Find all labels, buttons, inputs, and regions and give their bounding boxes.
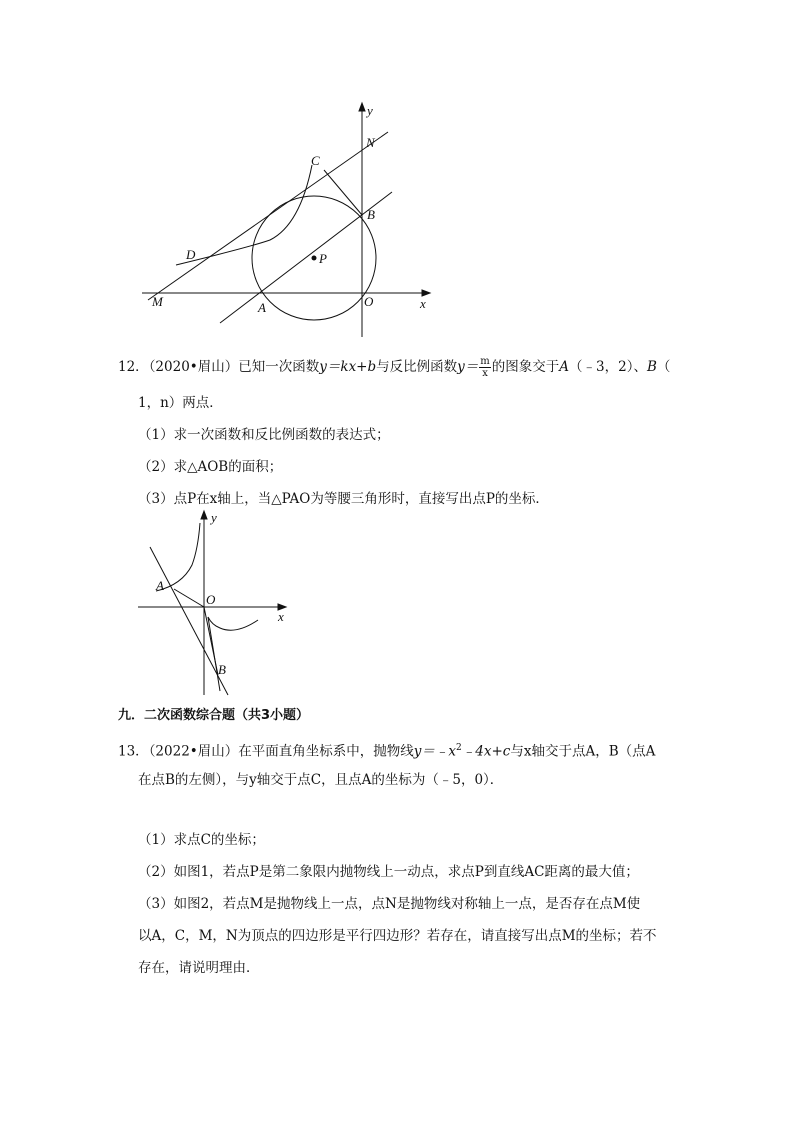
label-b: B xyxy=(218,662,226,677)
y-axis-arrow xyxy=(201,511,207,519)
figure-circle-tangents xyxy=(130,95,450,345)
fraction-m-over-x: $\frac{m}{x}$ xyxy=(480,356,490,379)
label-p: P xyxy=(319,251,327,266)
label-a: A xyxy=(258,300,266,315)
label-y: y xyxy=(367,103,373,118)
label-m: M xyxy=(152,294,163,309)
q13-part3-b: 以A，C，M，N为顶点的四边形是平行四边形？若存在，请直接写出点M的坐标；若不 xyxy=(138,928,657,944)
y-axis-arrow xyxy=(359,103,365,111)
label-x: x xyxy=(420,296,426,311)
line-mn xyxy=(148,132,388,300)
q13-line1: 13．（2022•眉山）在平面直角坐标系中，抛物线$y=﹣x^2﹣4x+c$与x轴交于点A，B（点A xyxy=(118,743,656,760)
segment-cb xyxy=(324,170,362,215)
q12-line2: 1，n）两点． xyxy=(138,395,223,411)
hyperbola-branch-right-lower xyxy=(208,617,220,691)
curve-d xyxy=(176,165,312,265)
segment-oa xyxy=(174,589,204,607)
line-ab xyxy=(150,547,228,695)
point-p xyxy=(312,256,317,261)
label-y: y xyxy=(211,510,217,525)
label-d: D xyxy=(186,247,196,262)
label-c: C xyxy=(311,153,320,168)
q13-source: （2022•眉山） xyxy=(148,743,239,760)
q12-part3: （3）点P在x轴上，当△PAO为等腰三角形时，直接写出点P的坐标． xyxy=(138,491,549,507)
q13-number: 13． xyxy=(118,743,149,760)
q13-part3-c: 存在，请说明理由． xyxy=(138,960,260,976)
label-b: B xyxy=(367,207,375,222)
hyperbola-branch-right xyxy=(208,617,258,630)
q12-part1: （1）求一次函数和反比例函数的表达式； xyxy=(138,427,390,443)
q12-source: （2020•眉山） xyxy=(148,359,239,375)
q13-line2: 在点B的左侧），与y轴交于点C，且点A的坐标为（﹣5，0）． xyxy=(138,772,504,788)
label-a: A xyxy=(156,578,164,593)
label-x: x xyxy=(278,609,284,624)
q12-line1: 12．（2020•眉山）已知一次函数y＝kx+b与反比例函数y＝ $\frac{m}{x}$ 的图象交于A（﹣3，2）、B（ xyxy=(118,356,671,379)
label-o: O xyxy=(206,592,216,607)
q13-part1: （1）求点C的坐标； xyxy=(138,832,265,848)
q13-part3-a: （3）如图2，若点M是抛物线上一点，点N是抛物线对称轴上一点，是否存在点M使 xyxy=(138,896,641,912)
q12-part2: （2）求△AOB的面积； xyxy=(138,459,283,475)
label-n: N xyxy=(366,135,375,150)
label-o: O xyxy=(364,294,374,309)
section-heading: 九．二次函数综合题（共3小题） xyxy=(118,708,310,723)
figure-hyperbola-line xyxy=(130,505,300,700)
q12-number: 12． xyxy=(118,359,149,375)
q13-part2: （2）如图1，若点P是第二象限内抛物线上一动点，求点P到直线AC距离的最大值； xyxy=(138,864,639,880)
